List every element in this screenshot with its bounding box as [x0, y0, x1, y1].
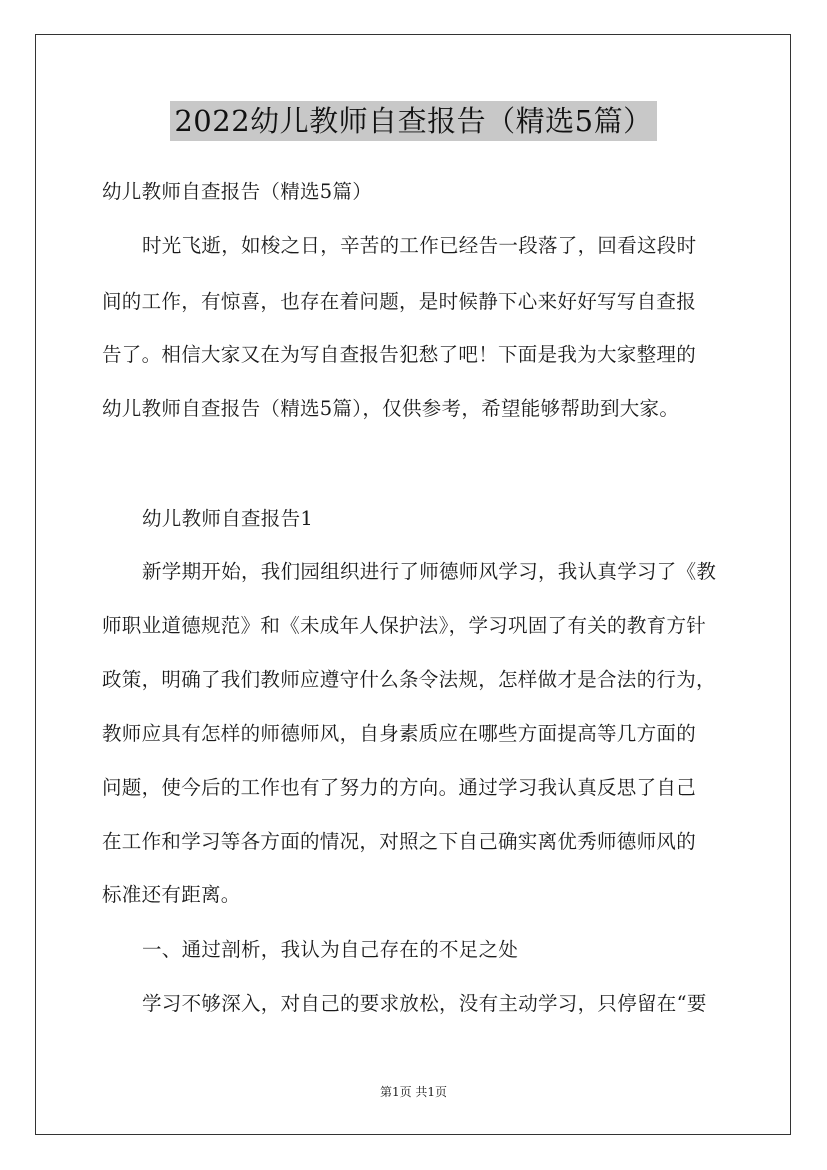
intro-line-4: 幼儿教师自查报告（精选5篇），仅供参考，希望能够帮助到大家。	[102, 397, 680, 420]
document-title: 2022幼儿教师自查报告（精选5篇）	[170, 101, 656, 141]
section-line-5: 问题，使今后的工作也有了努力的方向。通过学习我认真反思了自己	[102, 776, 697, 799]
section-line-1: 新学期开始，我们园组织进行了师德师风学习，我认真学习了《教	[142, 560, 717, 583]
section-line-4: 教师应具有怎样的师德师风，自身素质应在哪些方面提高等几方面的	[102, 722, 697, 745]
intro-line-1: 时光飞逝，如梭之日，辛苦的工作已经告一段落了，回看这段时	[142, 234, 697, 257]
intro-line-2: 间的工作，有惊喜，也存在着问题，是时候静下心来好好写写自查报	[102, 290, 697, 313]
point-line: 学习不够深入，对自己的要求放松，没有主动学习，只停留在“要	[142, 992, 707, 1015]
intro-line-3: 告了。相信大家又在为写自查报告犯愁了吧！下面是我为大家整理的	[102, 343, 697, 366]
point-heading: 一、通过剖析，我认为自己存在的不足之处	[142, 938, 519, 961]
document-subtitle: 幼儿教师自查报告（精选5篇）	[102, 180, 373, 203]
section-line-6: 在工作和学习等各方面的情况，对照之下自己确实离优秀师德师风的	[102, 830, 697, 853]
section-line-2: 师职业道德规范》和《未成年人保护法》，学习巩固了有关的教育方针	[102, 614, 707, 637]
page-footer: 第1页 共1页	[379, 1085, 448, 1099]
section-line-7: 标准还有距离。	[102, 883, 241, 906]
section-line-3: 政策，明确了我们教师应遵守什么条令法规，怎样做才是合法的行为，	[102, 668, 716, 691]
title-wrap	[0, 101, 827, 141]
section-heading: 幼儿教师自查报告1	[142, 507, 314, 530]
